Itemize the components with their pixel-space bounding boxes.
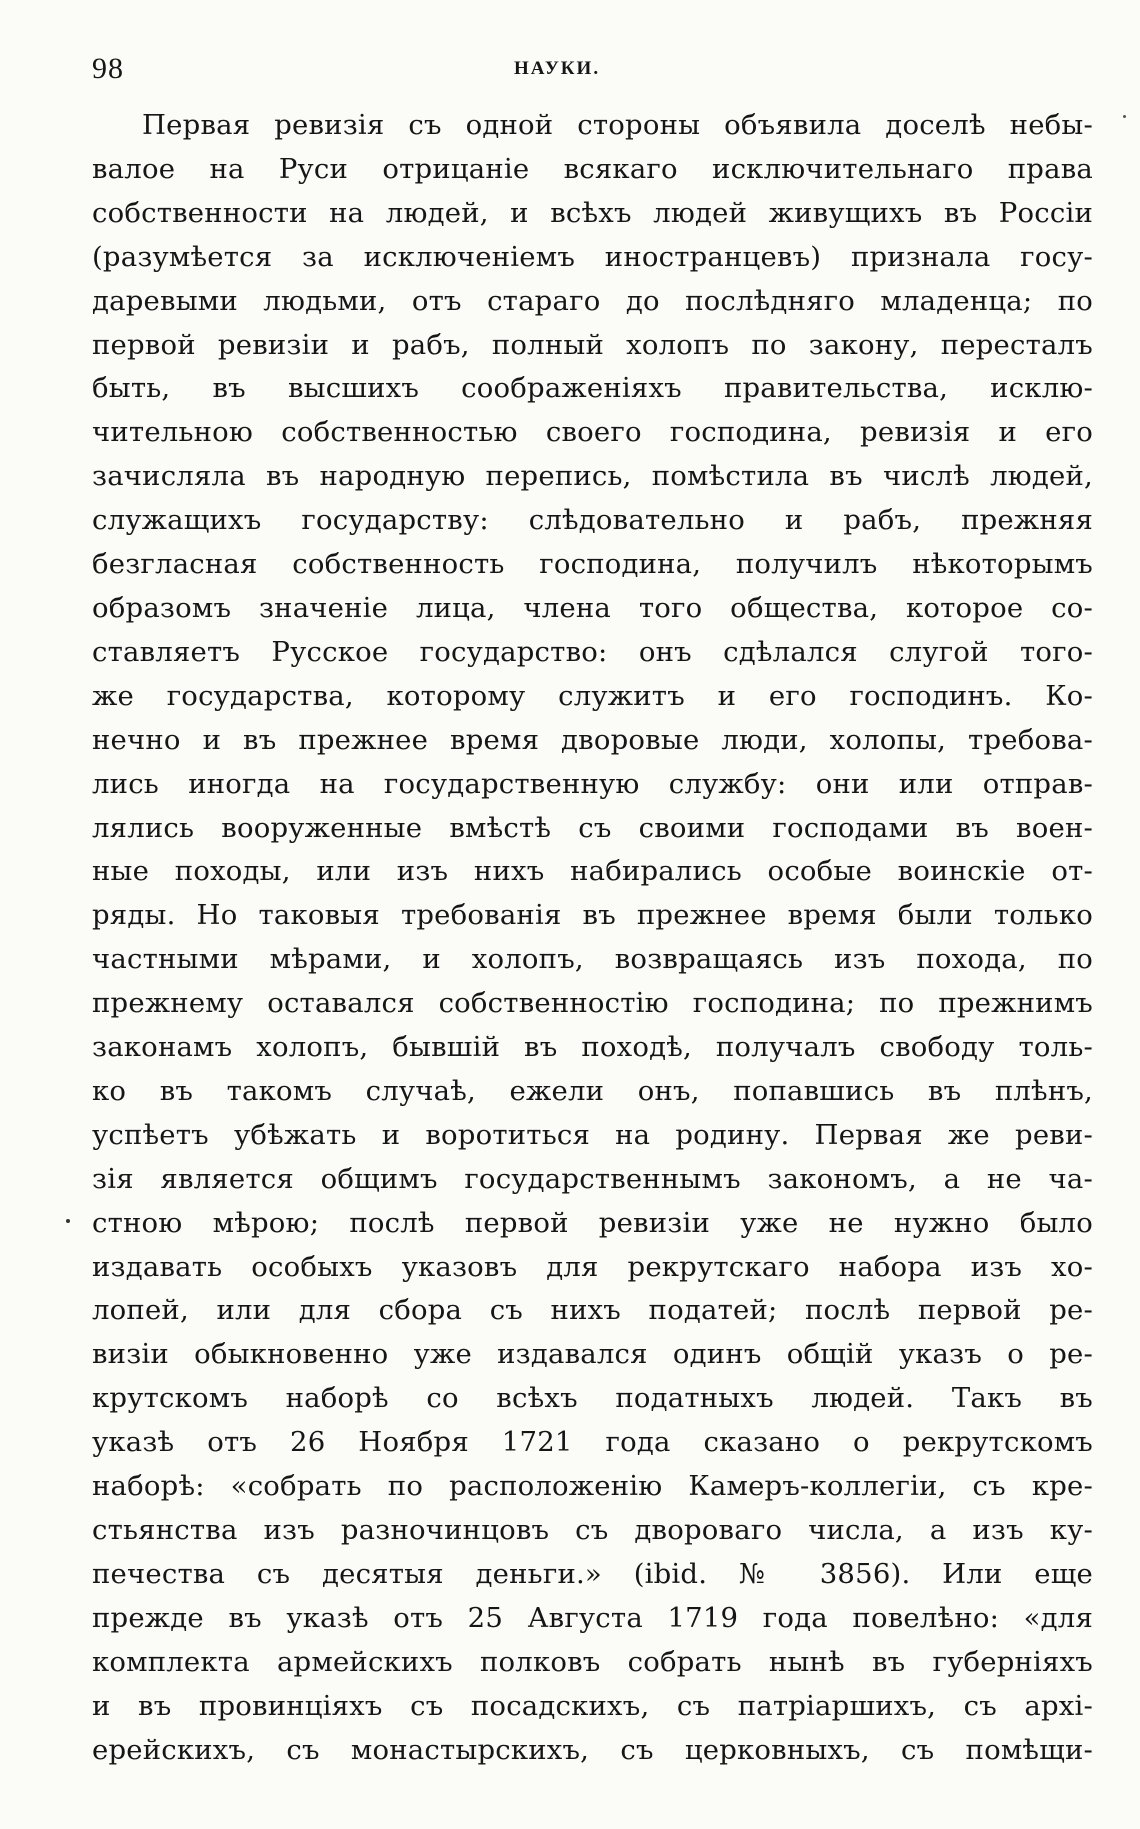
text-line: первой ревизіи и рабъ, полный холопъ по закону, пересталъ (92, 328, 1093, 361)
page-header (92, 52, 1092, 92)
text-line: издавать особыхъ указовъ для рекрутскаго набора изъ хо- (92, 1250, 1093, 1283)
text-line: ставляетъ Русское государство: онъ сдѣлался слугой того- (92, 635, 1093, 668)
text-line: нечно и въ прежнее время дворовые люди, холопы, требова- (92, 723, 1093, 756)
print-speck (1123, 115, 1126, 118)
text-line: валое на Руси отрицаніе всякаго исключительнаго права (92, 152, 1093, 185)
text-line: зія является общимъ государственнымъ закономъ, а не ча- (92, 1162, 1093, 1195)
text-line: стною мѣрою; послѣ первой ревизіи уже не нужно было (92, 1206, 1093, 1239)
text-line: ерейскихъ, съ монастырскихъ, съ церковныхъ, съ помѣщи- (92, 1733, 1093, 1766)
text-line: указѣ отъ 26 Ноября 1721 года сказано о рекрутскомъ (92, 1426, 1093, 1459)
text-line: прежде въ указѣ отъ 25 Августа 1719 года повелѣно: «для (92, 1601, 1093, 1634)
text-line: ряды. Но таковыя требованія въ прежнее время были только (92, 899, 1093, 932)
text-line: даревыми людьми, отъ стараго до послѣдняго младенца; по (92, 284, 1093, 317)
page-number: 98 (92, 52, 124, 85)
text-line: частными мѣрами, и холопъ, возвращаясь изъ похода, по (92, 943, 1093, 976)
text-line: законамъ холопъ, бывшій въ походѣ, получалъ свободу толь- (92, 1031, 1093, 1064)
text-line: Первая ревизія съ одной стороны объявила доселѣ небы- (142, 109, 1093, 141)
text-line: собственности на людей, и всѣхъ людей живущихъ въ Россіи (92, 196, 1093, 229)
text-line: (разумѣется за исключеніемъ иностранцевъ) признала госу- (92, 240, 1093, 273)
text-line: безгласная собственность господина, получилъ нѣкоторымъ (92, 548, 1093, 581)
text-line: наборѣ: «собрать по расположенію Камеръ-коллегіи, съ кре- (92, 1470, 1093, 1503)
text-line: печества съ десятыя деньги.» (ibid. № 3856). Или еще (92, 1557, 1093, 1590)
print-speck (66, 1219, 70, 1223)
text-line: чительною собственностью своего господина, ревизія и его (92, 416, 1093, 449)
text-line: служащихъ государству: слѣдовательно и рабъ, прежняя (92, 504, 1093, 537)
text-line: быть, въ высшихъ соображеніяхъ правительства, исклю- (92, 372, 1093, 405)
text-line: лялись вооруженные вмѣстѣ съ своими господами въ воен- (92, 811, 1093, 844)
body-text (92, 104, 1093, 1772)
text-line: стьянства изъ разночинцовъ съ двороваго числа, а изъ ку- (92, 1514, 1093, 1546)
text-line: ные походы, или изъ нихъ набирались особые воинскіе от- (92, 855, 1093, 888)
text-line: комплекта армейскихъ полковъ собрать нынѣ въ губерніяхъ (92, 1645, 1093, 1678)
running-head: НАУКИ. (514, 58, 601, 79)
text-line: крутскомъ наборѣ со всѣхъ податныхъ людей. Такъ въ (92, 1382, 1093, 1415)
text-line: успѣетъ убѣжать и воротиться на родину. Первая же реви- (92, 1118, 1093, 1151)
text-line: и въ провинціяхъ съ посадскихъ, съ патріаршихъ, съ архі- (92, 1689, 1093, 1722)
text-line: визіи обыкновенно уже издавался одинъ общій указъ о ре- (92, 1338, 1093, 1371)
text-line: лись иногда на государственную службу: они или отправ- (92, 767, 1093, 800)
text-line: прежнему оставался собственностію господина; по прежнимъ (92, 987, 1093, 1020)
text-line: зачисляла въ народную перепись, помѣстила въ числѣ людей, (92, 460, 1093, 493)
text-line: образомъ значеніе лица, члена того общества, которое со- (92, 591, 1093, 624)
text-line: лопей, или для сбора съ нихъ податей; послѣ первой ре- (92, 1294, 1093, 1327)
text-line: ко въ такомъ случаѣ, ежели онъ, попавшись въ плѣнъ, (92, 1074, 1093, 1107)
text-line: же государства, которому служитъ и его господинъ. Ко- (92, 679, 1093, 712)
